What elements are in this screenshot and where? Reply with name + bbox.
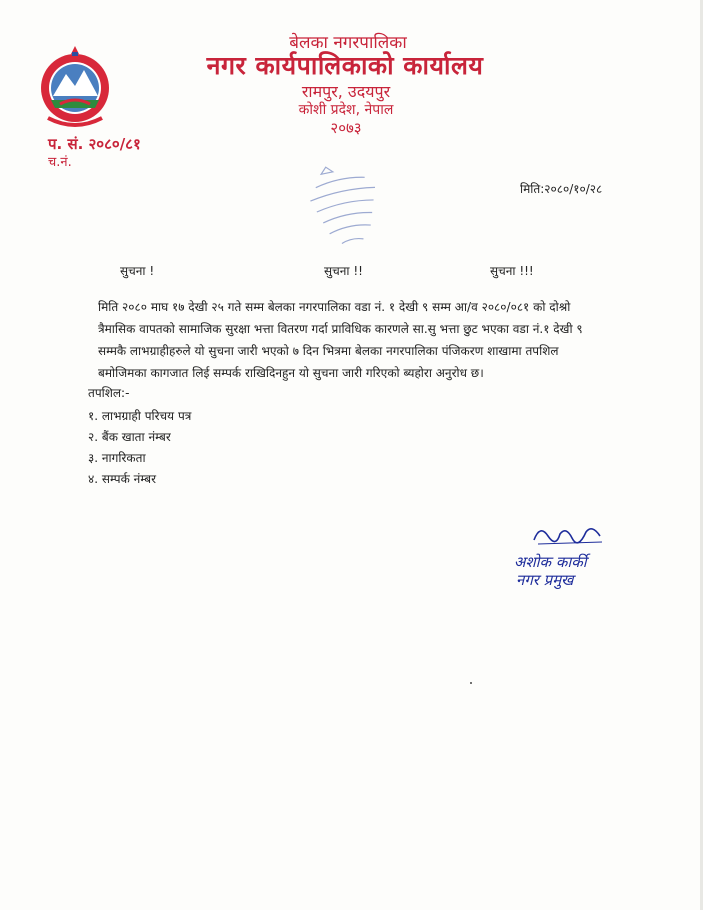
office-title: नगर कार्यपालिकाको कार्यालय bbox=[206, 51, 484, 80]
reference-number: प. सं. २०८०/८१ bbox=[48, 135, 141, 153]
dispatch-number: च.नं. bbox=[48, 155, 72, 170]
body-line: त्रैमासिक वापतको सामाजिक सुरक्षा भत्ता वितरण गर्दा प्राविधिक कारणले सा.सु भत्ता छुट भएका वडा नं.१ देखी ९ bbox=[98, 322, 583, 336]
list-item: १. लाभग्राही परिचय पत्र bbox=[88, 409, 192, 423]
notice-label-1: सुचना ! bbox=[120, 264, 155, 278]
municipality-name: बेलका नगरपालिका bbox=[289, 33, 407, 53]
established-year: २०७३ bbox=[330, 119, 362, 137]
notice-body bbox=[88, 296, 608, 384]
signatory-name: अशोक कार्की bbox=[514, 553, 587, 571]
office-province: कोशी प्रदेश, नेपाल bbox=[298, 102, 394, 118]
notice-label-3: सुचना !!! bbox=[490, 264, 534, 278]
required-documents-list bbox=[88, 406, 191, 490]
list-item: २. बैंक खाता नंम्बर bbox=[88, 430, 171, 444]
list-item: ४. सम्पर्क नंम्बर bbox=[88, 472, 156, 486]
details-heading: तपशिल:- bbox=[88, 386, 130, 400]
body-line: मिति २०८० माघ १७ देखी २५ गते सम्म बेलका नगरपालिका वडा नं. १ देखी ९ सम्म आ/व २०८०/०८१ को दोश्रो bbox=[98, 300, 571, 314]
nepal-emblem-logo bbox=[38, 44, 112, 130]
office-address: रामपुर, उदयपुर bbox=[301, 82, 391, 101]
body-line: सम्मकै लाभग्राहीहरुले यो सुचना जारी भएको ७ दिन भित्रमा बेलका नगरपालिका पंजिकरण शाखामा तपशिल bbox=[98, 344, 559, 358]
list-item: ३. नागरिकता bbox=[88, 451, 146, 465]
handwritten-signature bbox=[530, 520, 610, 550]
letter-date: मिति:२०८०/१०/२८ bbox=[520, 182, 603, 196]
scan-speck bbox=[470, 682, 472, 684]
notice-label-2: सुचना !! bbox=[324, 264, 363, 278]
body-line: बमोजिमका कागजात लिई सम्पर्क राखिदिनहुन यो सुचना जारी गरिएको ब्यहोरा अनुरोध छ। bbox=[98, 366, 484, 380]
signatory-title: नगर प्रमुख bbox=[516, 571, 574, 589]
office-stamp bbox=[290, 160, 400, 250]
